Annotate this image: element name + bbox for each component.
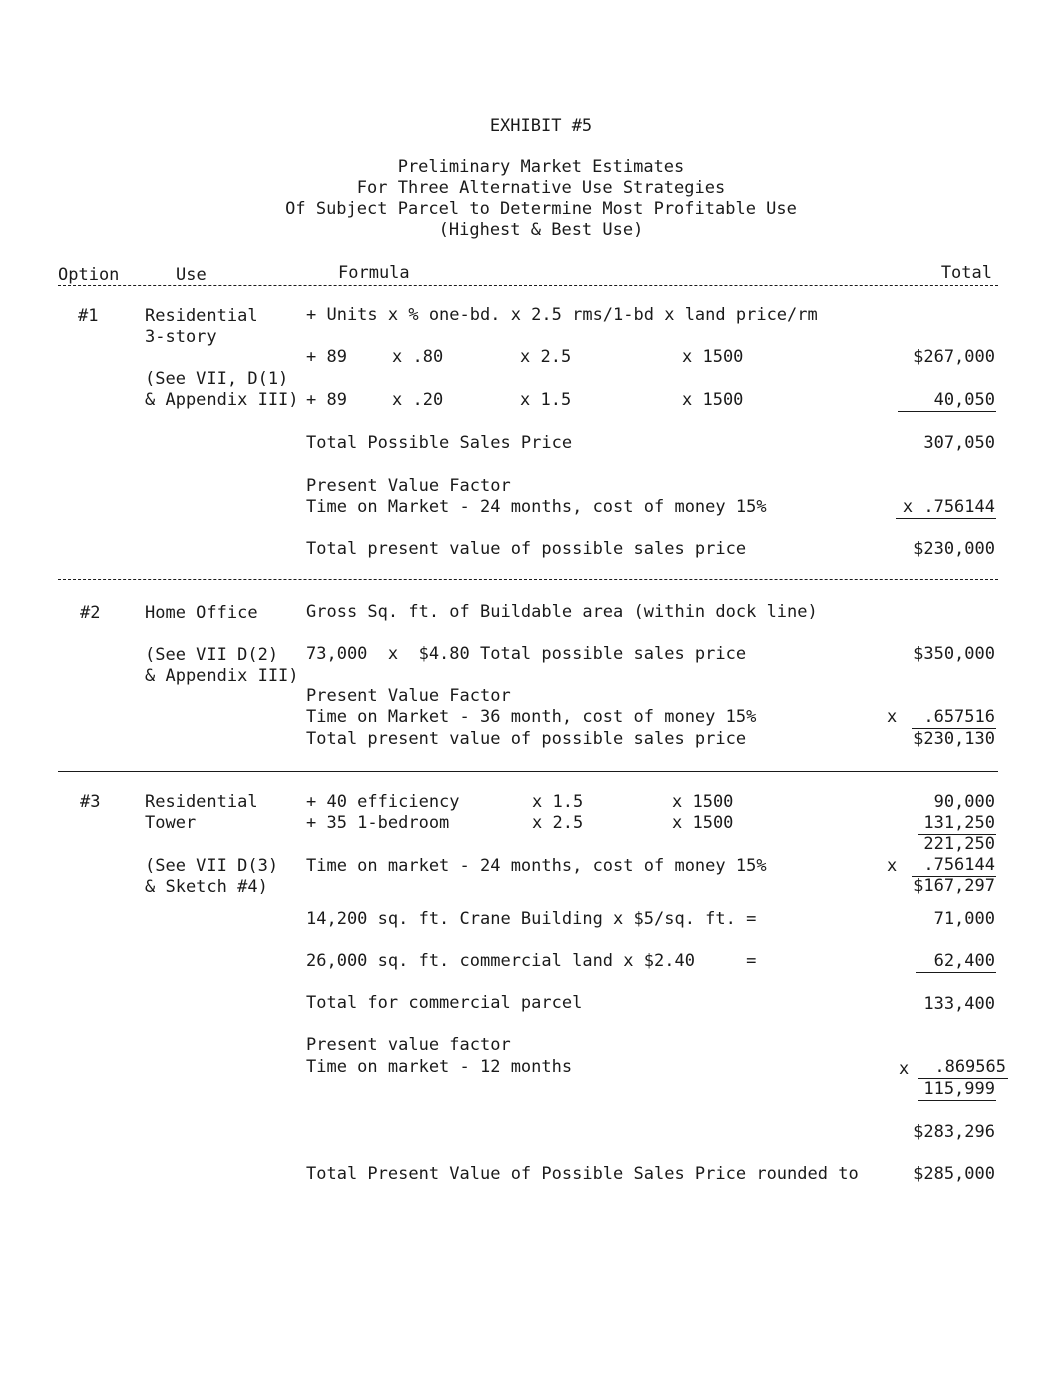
option-3-row2-rms: x 2.5 (532, 813, 584, 833)
option-1-possible-total: 307,050 (923, 433, 995, 453)
title-line-1: Preliminary Market Estimates (397, 157, 685, 177)
option-3-row1-rms: x 1.5 (532, 792, 584, 812)
option-2-pv-total-label: Total present value of possible sales price (306, 729, 747, 749)
option-3-row1-units: + 40 efficiency (306, 792, 460, 812)
option-2-gross-label: Gross Sq. ft. of Buildable area (within dock line) (306, 602, 818, 622)
option-1-use: Residential (145, 306, 258, 326)
section-divider-2 (58, 771, 998, 772)
option-3-commercial-label: 26,000 sq. ft. commercial land x $2.40 = (306, 951, 757, 971)
option-1-row1-price: x 1500 (682, 347, 744, 367)
option-3-commercial-rule (916, 972, 996, 973)
option-2-ref: (See VII D(2) (145, 645, 279, 665)
option-1-pv-label: Present Value Factor (306, 476, 511, 496)
option-1-factor: x .756144 (902, 497, 995, 517)
option-3-factor: .756144 (923, 855, 995, 875)
option-1-row2-price: x 1500 (682, 390, 744, 410)
header-rule (58, 285, 998, 286)
option-2-pv-total: $230,130 (913, 729, 995, 749)
option-1-ref-sub: & Appendix III) (145, 390, 299, 410)
option-3-factor12-x: x (899, 1059, 910, 1079)
title-line-4: (Highest & Best Use) (438, 220, 644, 240)
option-2-calc: 73,000 x $4.80 Total possible sales price (306, 644, 747, 664)
option-1-pv-total: $230,000 (913, 539, 995, 559)
option-1-subtotal-rule (898, 411, 996, 412)
option-3-row1-total: 90,000 (933, 792, 995, 812)
option-1-number: #1 (78, 306, 99, 326)
option-3-parcel-label: Total for commercial parcel (306, 993, 583, 1013)
option-1-row2-total: 40,050 (933, 390, 995, 410)
option-2-factor-x: x (887, 707, 898, 727)
option-2-factor: .657516 (923, 707, 995, 727)
option-3-subtotal: 221,250 (923, 834, 995, 854)
option-1-pv-total-label: Total present value of possible sales price (306, 539, 747, 559)
option-1-time-label: Time on Market - 24 months, cost of money 15% (306, 497, 767, 517)
col-use: Use (176, 265, 207, 285)
option-2-pv-label: Present Value Factor (306, 686, 511, 706)
grand-total: $285,000 (913, 1164, 995, 1184)
option-3-use-sub: Tower (145, 813, 197, 833)
title-line-3: Of Subject Parcel to Determine Most Profitable Use (285, 199, 797, 219)
option-3-residential-pv: $167,297 (913, 876, 995, 896)
option-1-row1-units: + 89 (306, 347, 347, 367)
option-3-crane-label: 14,200 sq. ft. Crane Building x $5/sq. ft. = (306, 909, 757, 929)
option-1-row2-rms: x 1.5 (520, 390, 572, 410)
option-2-time-label: Time on Market - 36 month, cost of money 15% (306, 707, 757, 727)
option-1-row1-total: $267,000 (913, 347, 995, 367)
option-2-ref-sub: & Appendix III) (145, 666, 299, 686)
option-1-row1-pct: x .80 (392, 347, 444, 367)
option-3-commercial-total: 62,400 (933, 951, 995, 971)
col-total: Total (940, 263, 992, 283)
option-3-number: #3 (80, 792, 101, 812)
option-3-ref: (See VII D(3) (145, 856, 279, 876)
option-3-row2-price: x 1500 (672, 813, 734, 833)
option-2-calc-total: $350,000 (913, 644, 995, 664)
option-3-sum-total: $283,296 (913, 1122, 995, 1142)
option-3-factor12: .869565 (934, 1057, 1006, 1077)
option-1-formula-header: + Units x % one-bd. x 2.5 rms/1-bd x land price/rm (306, 305, 818, 325)
option-1-possible-label: Total Possible Sales Price (306, 433, 573, 453)
option-3-row1-price: x 1500 (672, 792, 734, 812)
exhibit-title: EXHIBIT #5 (489, 116, 593, 136)
col-formula: Formula (338, 263, 410, 283)
option-2-use: Home Office (145, 603, 258, 623)
grand-total-label: Total Present Value of Possible Sales Price rounded to (306, 1164, 859, 1184)
option-3-row2-units: + 35 1-bedroom (306, 813, 450, 833)
option-3-parcel-pv: 115,999 (923, 1079, 995, 1099)
option-3-parcel-pv-rule (918, 1100, 996, 1101)
option-1-row2-units: + 89 (306, 390, 347, 410)
col-option: Option (58, 265, 120, 285)
option-3-ref-sub: & Sketch #4) (145, 877, 268, 897)
option-3-pv-label: Present value factor (306, 1035, 511, 1055)
option-3-use: Residential (145, 792, 258, 812)
option-3-crane-total: 71,000 (933, 909, 995, 929)
option-3-parcel-total: 133,400 (923, 994, 995, 1014)
option-2-number: #2 (80, 603, 101, 623)
option-1-row2-pct: x .20 (392, 390, 444, 410)
option-1-row1-rms: x 2.5 (520, 347, 572, 367)
section-divider-1 (58, 579, 998, 580)
option-3-time12-label: Time on market - 12 months (306, 1057, 573, 1077)
option-3-factor-x: x (887, 856, 898, 876)
option-3-row2-total: 131,250 (923, 813, 995, 833)
option-3-time-label: Time on market - 24 months, cost of money 15% (306, 856, 767, 876)
option-1-use-sub: 3-story (145, 327, 217, 347)
option-1-factor-rule (896, 518, 996, 519)
title-line-2: For Three Alternative Use Strategies (356, 178, 726, 198)
option-1-ref: (See VII, D(1) (145, 369, 289, 389)
